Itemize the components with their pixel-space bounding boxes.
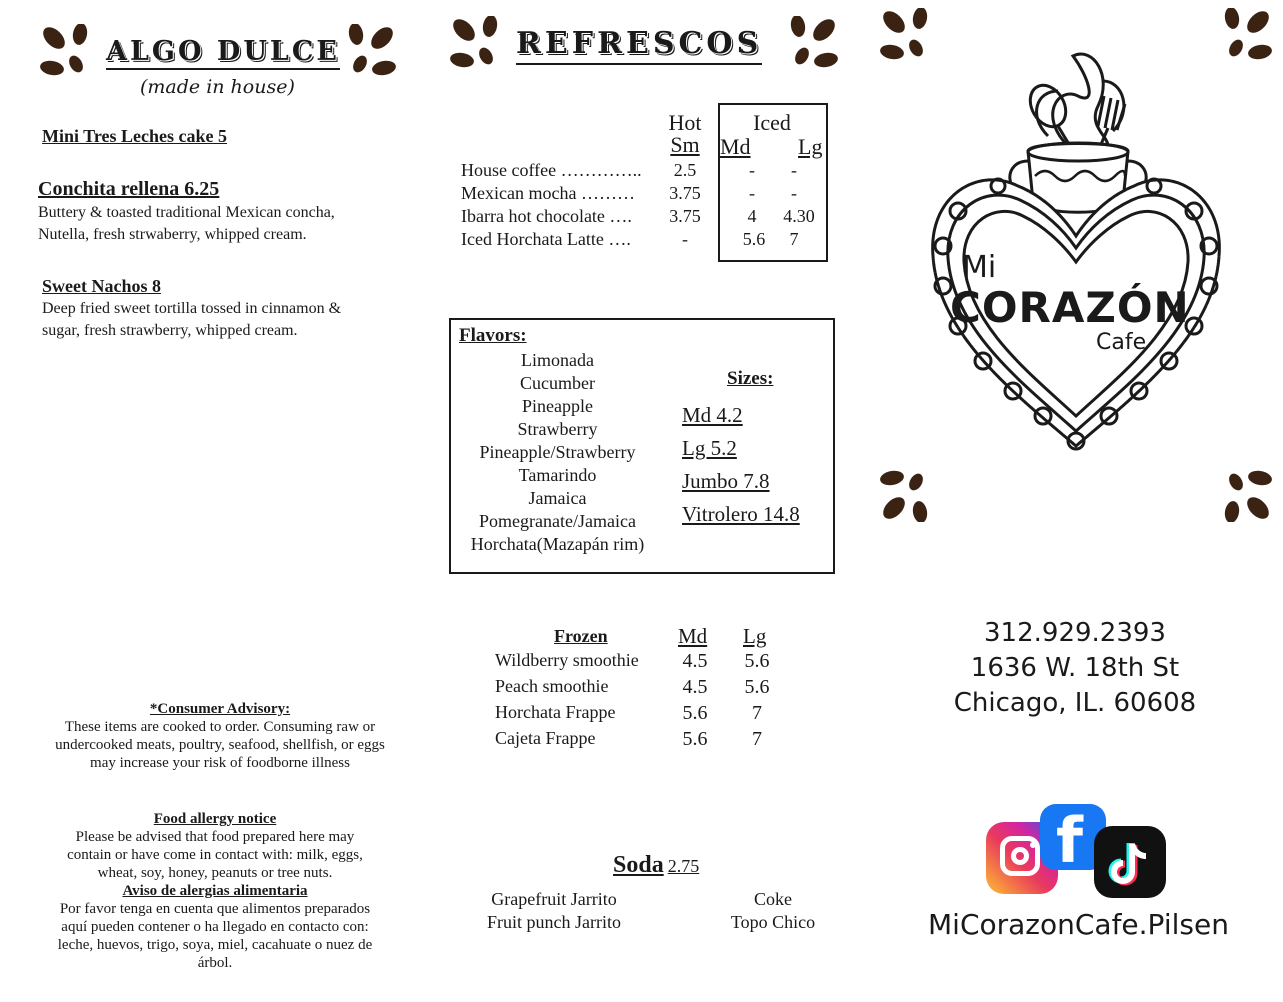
dessert-name: Conchita rellena 6.25	[38, 178, 220, 200]
list-item: Lg 5.2	[682, 436, 737, 460]
iced-header: Iced	[753, 110, 791, 135]
list-item: Fruit punch Jarrito	[487, 912, 621, 932]
list-item: Coke	[754, 889, 792, 909]
dessert-name: Mini Tres Leches cake 5	[42, 126, 227, 146]
frozen-md-header: Md	[678, 624, 708, 648]
city-address: Chicago, IL. 60608	[953, 688, 1197, 718]
table-row: Ibarra hot chocolate …. 3.75 4 4.30	[461, 206, 815, 226]
flavors-title: Flavors:	[459, 325, 527, 346]
logo-mi: Mi	[962, 250, 997, 285]
list-item: Md 4.2	[682, 403, 743, 427]
table-row: House coffee ………….. 2.5 - -	[461, 160, 797, 180]
list-item: Jamaica	[528, 488, 587, 508]
leaf-ornament-icon	[778, 16, 838, 78]
social-handle: MiCorazonCafe.Pilsen	[928, 908, 1229, 941]
list-item: Grapefruit Jarrito	[491, 889, 617, 909]
hot-header: Hot Sm	[668, 110, 702, 157]
iced-lg-header: Lg	[798, 134, 823, 159]
street-address: 1636 W. 18th St	[970, 653, 1180, 683]
algo-dulce-subtitle: (made in house)	[140, 76, 295, 98]
table-row: Iced Horchata Latte …. - 5.6 7	[461, 229, 799, 249]
table-row: Cajeta Frappe 5.6 7	[495, 728, 762, 750]
soda-list-left	[470, 888, 638, 934]
sizes-title: Sizes:	[727, 368, 774, 389]
list-item: Cucumber	[520, 373, 595, 393]
tiktok-note-icon	[1094, 826, 1166, 898]
frozen-lg-header: Lg	[743, 624, 767, 648]
list-item: Strawberry	[517, 419, 598, 439]
consumer-advisory: *Consumer Advisory: These items are cooked to order. Consuming raw or undercooked meats, poultry, seafood, shellfish, or eggs may increase your risk of foodborne illness	[55, 701, 385, 771]
table-row: Mexican mocha ……… 3.75 - -	[461, 183, 797, 203]
table-row: Horchata Frappe 5.6 7	[495, 702, 762, 724]
list-item: Limonada	[521, 350, 594, 370]
tiktok-icon	[1094, 826, 1166, 898]
refrescos-heading: REFRESCOS	[516, 26, 762, 65]
frozen-title: Frozen	[554, 626, 608, 646]
logo-cafe: Cafe	[1096, 330, 1147, 355]
contact-info	[940, 616, 1210, 721]
dessert-name: Sweet Nachos 8	[42, 276, 161, 296]
soda-heading: Soda 2.75	[613, 852, 700, 878]
flavors-list	[455, 349, 660, 556]
list-item: Jumbo 7.8	[682, 469, 770, 493]
table-row: Peach smoothie 4.5 5.6	[495, 676, 770, 698]
algo-dulce-heading: ALGO DULCE	[106, 36, 340, 70]
frozen-table	[495, 650, 795, 754]
logo-corazon: CORAZÓN	[950, 283, 1190, 332]
list-item: Horchata(Mazapán rim)	[470, 534, 645, 554]
dessert-description: Deep fried sweet tortilla tossed in cinnamon & sugar, fresh strawberry, whipped cream.	[42, 300, 342, 339]
list-item: Pineapple	[522, 396, 593, 416]
phone-number: 312.929.2393	[984, 618, 1166, 648]
leaf-ornament-icon	[336, 24, 396, 86]
list-item: Pomegranate/Jamaica	[479, 511, 636, 531]
table-row: Wildberry smoothie 4.5 5.6	[495, 650, 770, 672]
facebook-icon: f	[1040, 804, 1106, 870]
leaf-ornament-icon	[450, 16, 510, 78]
list-item: Pineapple/Strawberry	[479, 442, 636, 462]
iced-md-header: Md	[720, 134, 751, 159]
dessert-description: Buttery & toasted traditional Mexican concha, Nutella, fresh strwaberry, whipped cream.	[38, 204, 335, 243]
food-allergy-notice: Food allergy notice Please be advised that food prepared here may contain or have come in contact with: milk, eggs, wheat, soy, honey, peanuts or tree nuts. Aviso de alergias alimentaria Por favor tenga en cuenta que alimentos preparados aquí pueden contener o ha llegado en contacto con: leche, huevos, trigo, soya, miel, cacahuate o nuez de árbol.	[57, 811, 373, 971]
leaf-ornament-icon	[40, 24, 100, 86]
list-item: Vitrolero 14.8	[682, 502, 800, 526]
list-item: Tamarindo	[518, 465, 597, 485]
list-item: Topo Chico	[730, 912, 816, 932]
sizes-list	[682, 399, 800, 531]
soda-list-right	[718, 888, 828, 934]
drinks-table	[461, 160, 831, 252]
